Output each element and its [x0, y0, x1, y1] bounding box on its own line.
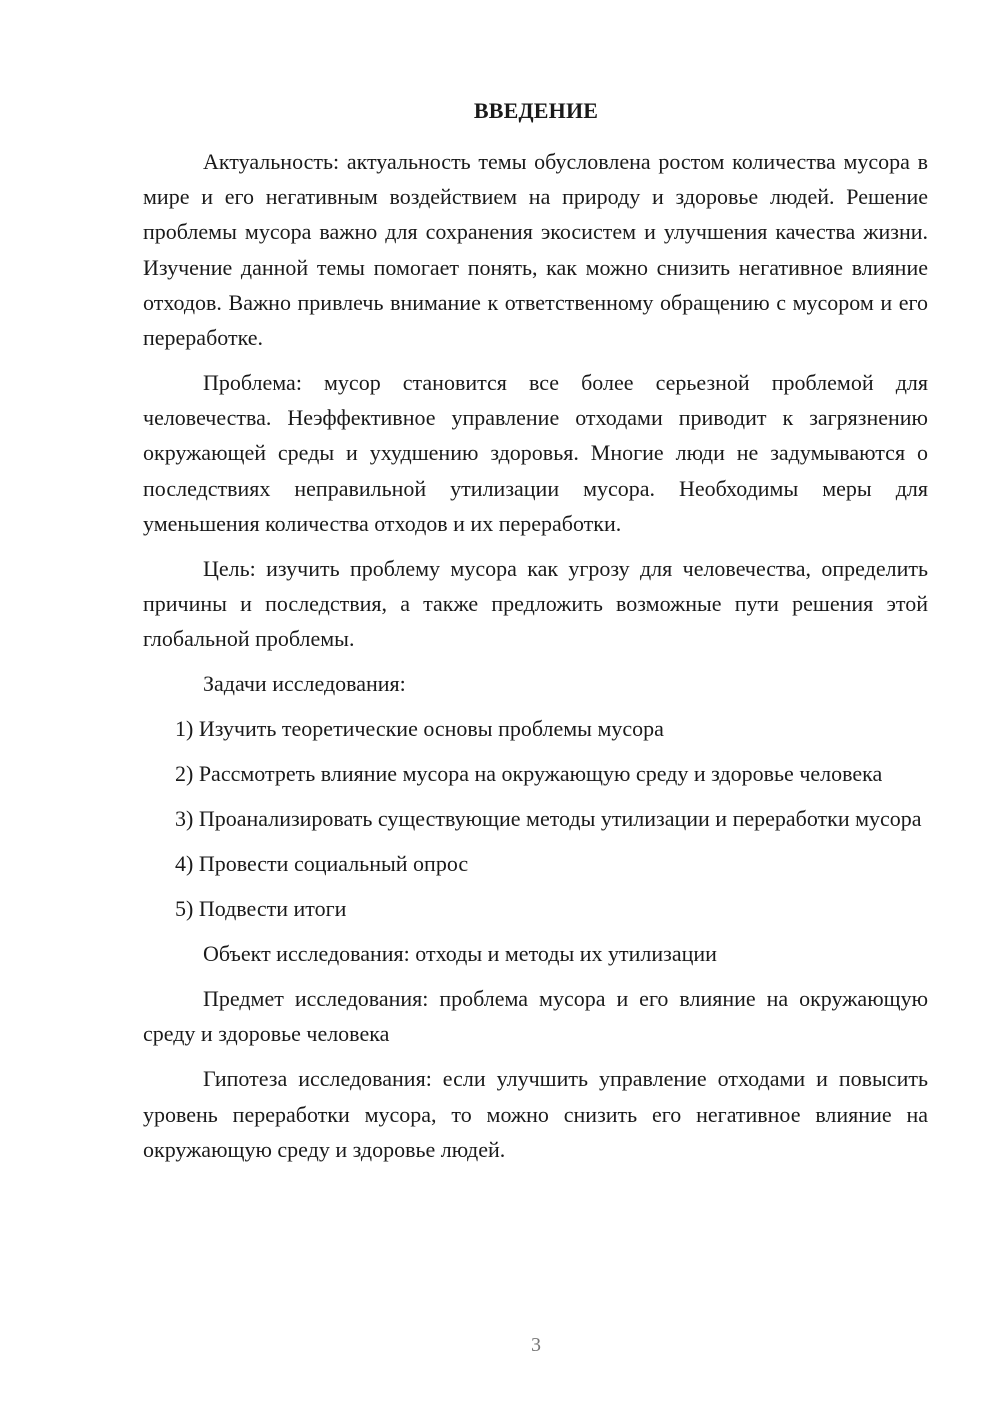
page-number: 3	[531, 1334, 541, 1356]
task-item-4: 4) Провести социальный опрос	[175, 851, 469, 877]
paragraph-hypothesis: Гипотеза исследования: если улучшить управление отходами и повысить уровень переработки мусора, то можно снизить его негативное влияние на окружающую среду и здоровье людей.	[143, 1066, 928, 1162]
task-item-5: 5) Подвести итоги	[175, 896, 347, 922]
paragraph-goal: Цель: изучить проблему мусора как угрозу для человечества, определить причины и последствия, а также предложить возможные пути решения этой глобальной проблемы.	[143, 555, 928, 652]
body-text	[143, 144, 928, 1177]
section-heading: ВВЕДЕНИЕ	[473, 98, 599, 123]
paragraph-object: Объект исследования: отходы и методы их утилизации	[203, 941, 717, 967]
task-item-2: 2) Рассмотреть влияние мусора на окружающую среду и здоровье человека	[175, 761, 883, 787]
paragraph-subject: Предмет исследования: проблема мусора и его влияние на окружающую среду и здоровье человека	[143, 986, 928, 1047]
task-item-3: 3) Проанализировать существующие методы утилизации и переработки мусора	[175, 806, 922, 832]
task-item-1: 1) Изучить теоретические основы проблемы мусора	[175, 716, 664, 742]
paragraph-relevance: Актуальность: актуальность темы обусловлена ростом количества мусора в мире и его негативным воздействием на природу и здоровье людей. Решение проблемы мусора важно для сохранения экосистем и улучшения качества жизни. Изучение данной темы помогает понять, как можно снизить негативное влияние отходов. Важно привлечь внимание к ответственному обращению с мусором и его переработке.	[143, 149, 928, 351]
paragraph-problem: Проблема: мусор становится все более серьезной проблемой для человечества. Неэффективное управление отходами приводит к загрязнению окружающей среды и ухудшению здоровья. Многие люди не задумываются о последствиях неправильной утилизации мусора. Необходимы меры для уменьшения количества отходов и их переработки.	[143, 370, 928, 536]
paragraph-tasks-heading: Задачи исследования:	[203, 671, 406, 697]
